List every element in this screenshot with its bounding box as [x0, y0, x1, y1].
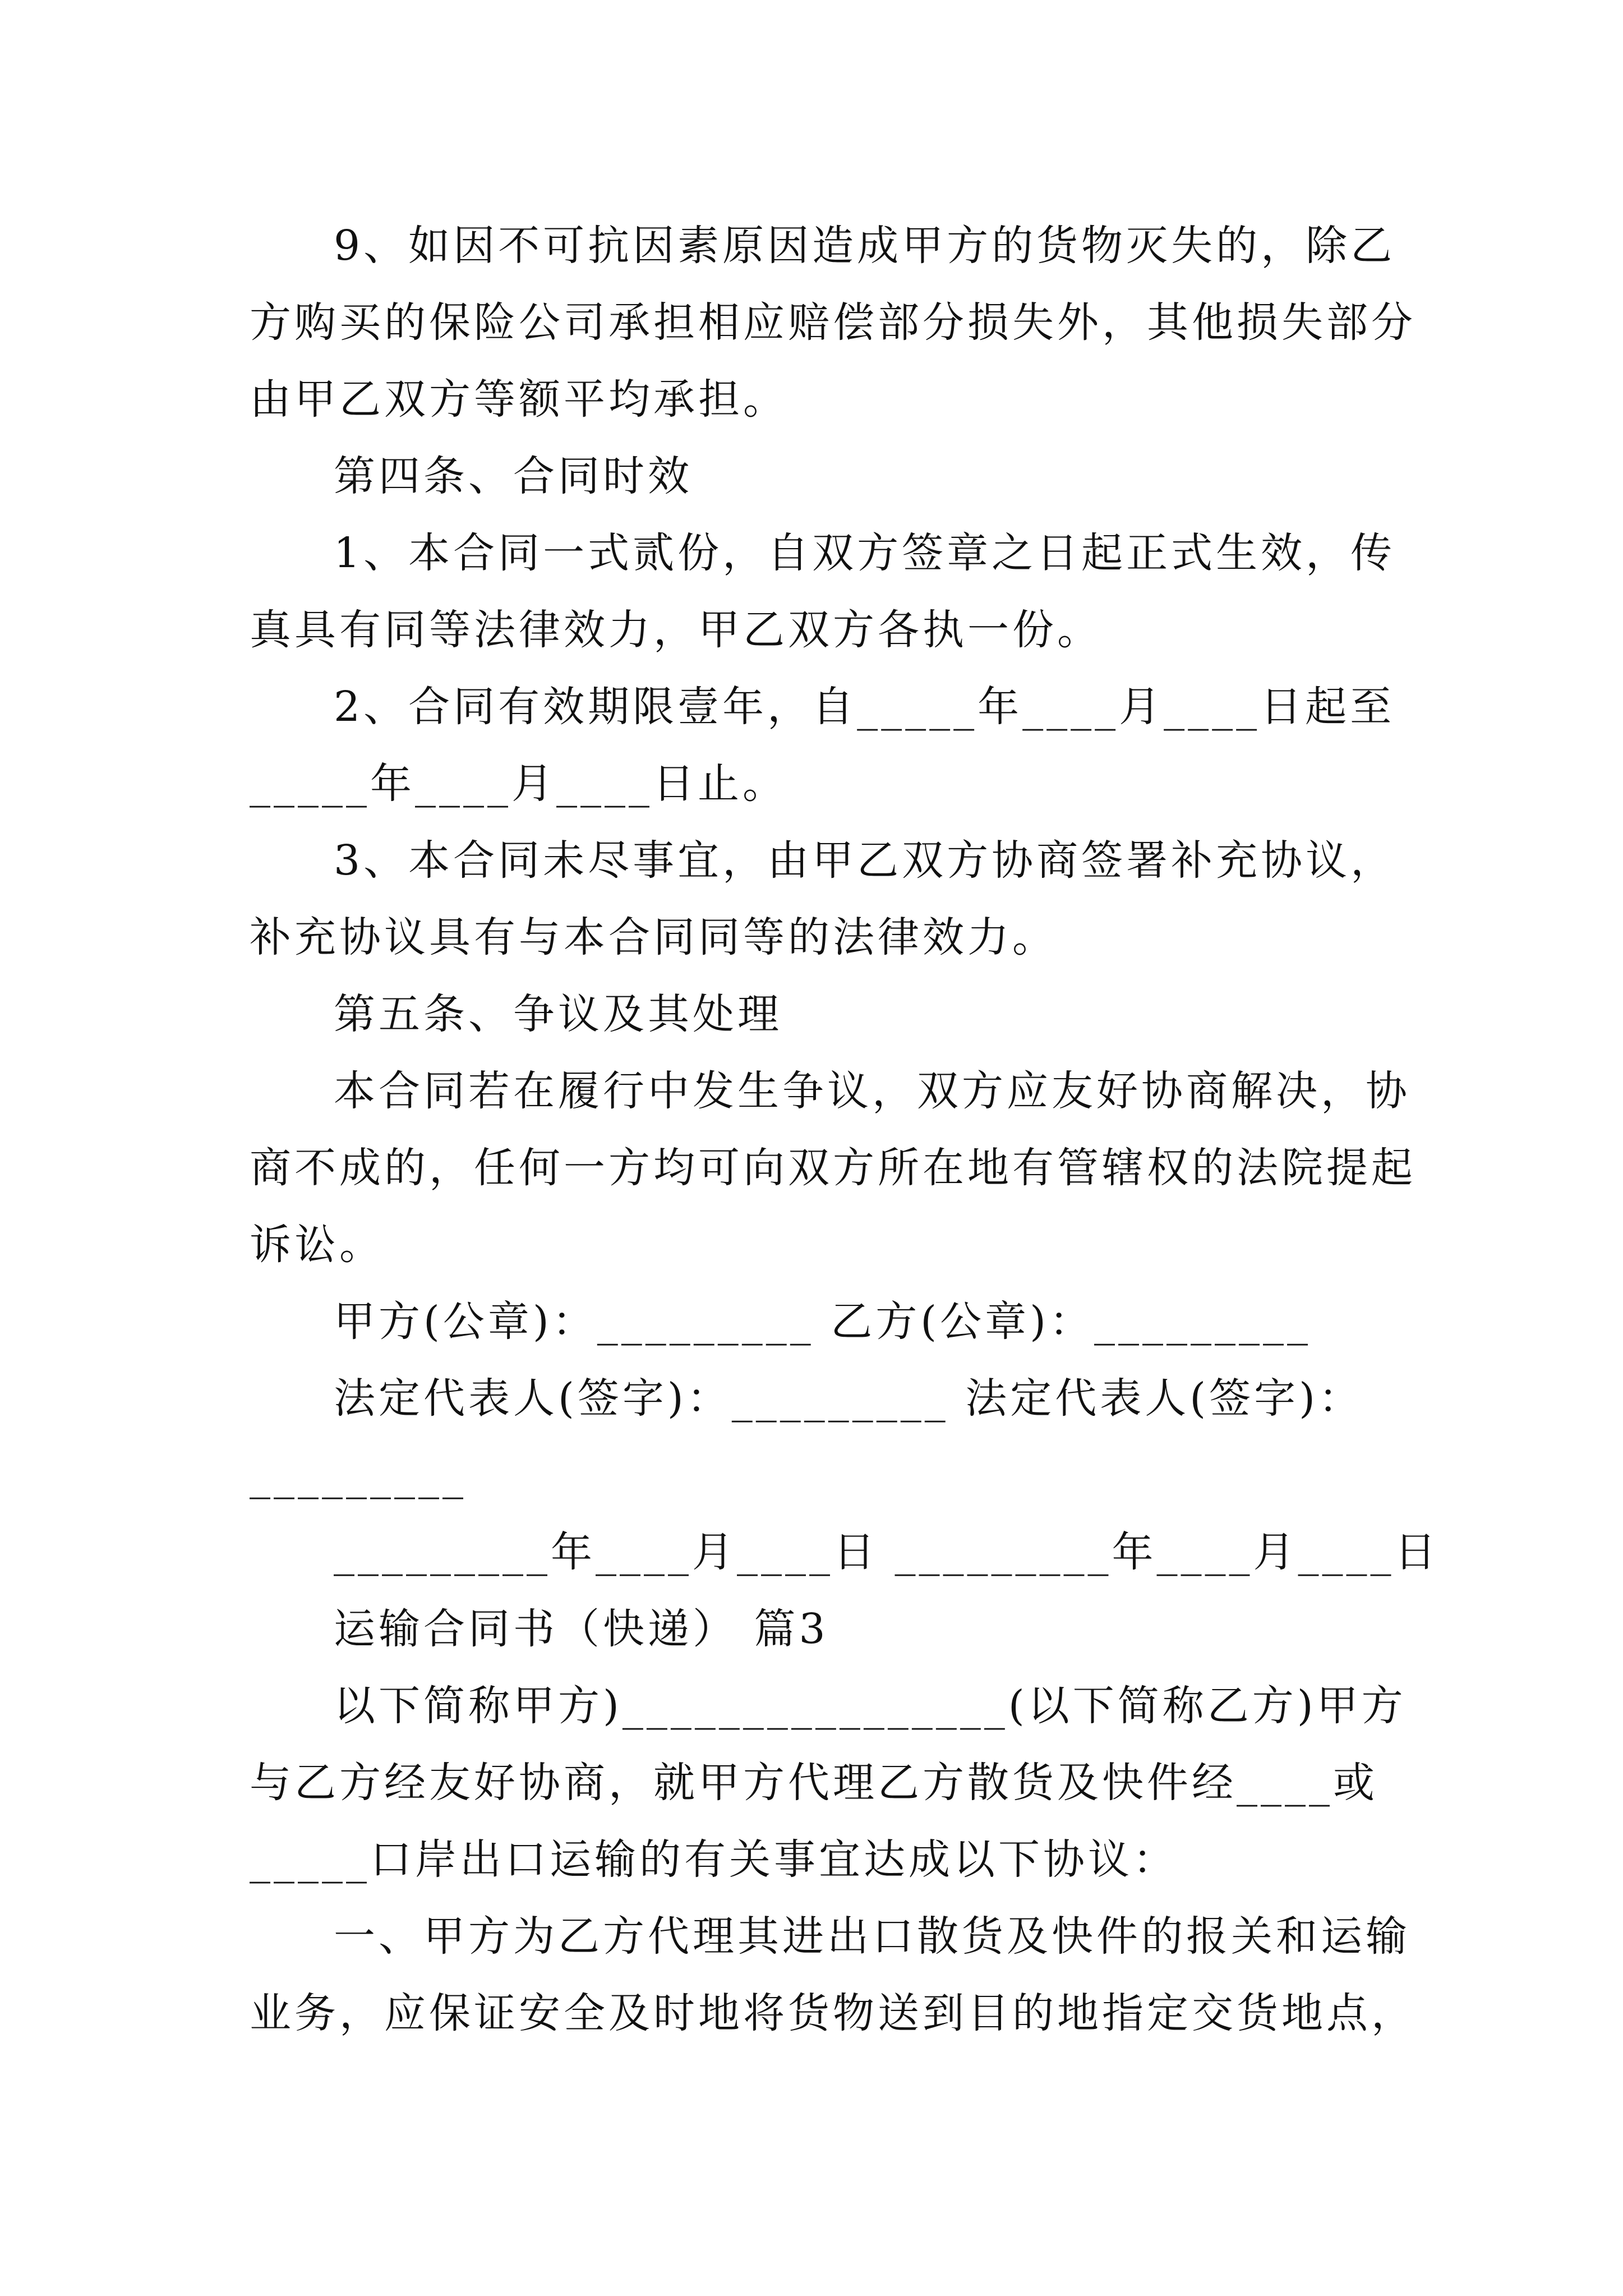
date-line: _________年____月____日 _________年____月____日	[334, 1528, 1440, 1576]
paragraph-line: 商不成的，任何一方均可向双方所在地有管辖权的法院提起	[250, 1144, 1416, 1192]
signature-blank: _________	[250, 1451, 467, 1499]
paragraph-line: 诉讼。	[250, 1221, 384, 1269]
document-page	[250, 208, 1440, 2052]
signature-line: 甲方(公章)：_________ 乙方(公章)：_________	[334, 1297, 1312, 1346]
paragraph-line: 真具有同等法律效力，甲乙双方各执一份。	[250, 606, 1102, 654]
paragraph-line: 3、本合同未尽事宜，由甲乙双方协商签署补充协议，	[334, 836, 1396, 885]
paragraph-line: 方购买的保险公司承担相应赔偿部分损失外，其他损失部分	[250, 298, 1416, 347]
section-heading: 第四条、合同时效	[334, 452, 693, 500]
section-title: 运输合同书（快递） 篇3	[334, 1605, 829, 1653]
section-heading: 第五条、争议及其处理	[334, 990, 782, 1038]
paragraph-line: 补充协议具有与本合同同等的法律效力。	[250, 913, 1057, 961]
paragraph-line: 9、如因不可抗因素原因造成甲方的货物灭失的，除乙	[334, 222, 1396, 270]
paragraph-line: _____年____月____日止。	[250, 760, 787, 808]
paragraph-line: 2、合同有效期限壹年，自_____年____月____日起至	[334, 683, 1395, 731]
paragraph-line: 业务，应保证安全及时地将货物送到目的地指定交货地点，	[250, 1989, 1416, 2037]
paragraph-line: 一、甲方为乙方代理其进出口散货及快件的报关和运输	[334, 1912, 1410, 1961]
paragraph-line: 由甲乙双方等额平均承担。	[250, 375, 788, 424]
paragraph-line: 1、本合同一式贰份，自双方签章之日起正式生效，传	[334, 529, 1396, 577]
signature-line: 法定代表人(签字)：_________ 法定代表人(签字)：	[334, 1374, 1364, 1423]
paragraph-line: 与乙方经友好协商，就甲方代理乙方散货及快件经____或	[250, 1759, 1378, 1807]
paragraph-line: _____口岸出口运输的有关事宜达成以下协议：	[250, 1835, 1178, 1884]
paragraph-line: 本合同若在履行中发生争议，双方应友好协商解决，协	[334, 1067, 1410, 1115]
paragraph-line: 以下简称甲方)________________(以下简称乙方)甲方	[334, 1682, 1407, 1730]
